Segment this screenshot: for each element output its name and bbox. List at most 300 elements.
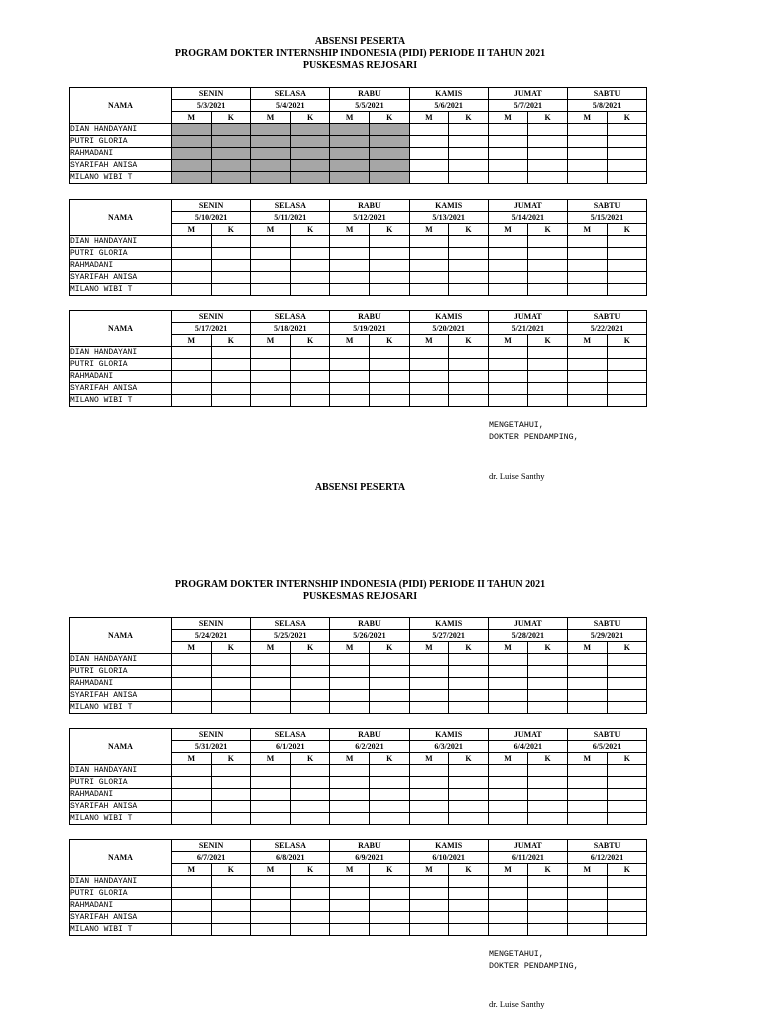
attendance-cell[interactable] [567,765,607,777]
attendance-cell[interactable] [449,347,489,359]
attendance-cell[interactable] [409,236,449,248]
attendance-cell[interactable] [172,777,212,789]
attendance-cell[interactable] [409,666,449,678]
attendance-cell[interactable] [488,124,528,136]
attendance-cell[interactable] [488,912,528,924]
attendance-cell[interactable] [172,801,212,813]
attendance-cell[interactable] [567,148,607,160]
attendance-cell[interactable] [251,395,291,407]
attendance-cell[interactable] [172,789,212,801]
attendance-cell[interactable] [409,371,449,383]
attendance-cell[interactable] [567,654,607,666]
attendance-cell[interactable] [172,347,212,359]
attendance-cell[interactable] [409,395,449,407]
attendance-cell[interactable] [607,172,647,184]
attendance-cell[interactable] [607,813,647,825]
attendance-cell[interactable] [449,124,489,136]
attendance-cell[interactable] [567,789,607,801]
attendance-cell[interactable] [409,801,449,813]
attendance-cell[interactable] [369,272,409,284]
attendance-cell[interactable] [567,136,607,148]
attendance-cell[interactable] [211,383,251,395]
attendance-cell[interactable] [211,666,251,678]
attendance-cell[interactable] [409,789,449,801]
attendance-cell[interactable] [528,690,568,702]
attendance-cell[interactable] [251,371,291,383]
attendance-cell[interactable] [369,765,409,777]
attendance-cell[interactable] [172,654,212,666]
attendance-cell[interactable] [528,284,568,296]
attendance-cell[interactable] [172,924,212,936]
attendance-cell[interactable] [369,371,409,383]
attendance-cell[interactable] [607,383,647,395]
attendance-cell[interactable] [251,690,291,702]
attendance-cell[interactable] [211,654,251,666]
attendance-cell[interactable] [251,777,291,789]
attendance-cell[interactable] [211,347,251,359]
attendance-cell[interactable] [607,888,647,900]
attendance-cell[interactable] [211,371,251,383]
attendance-cell[interactable] [330,395,370,407]
attendance-cell[interactable] [251,801,291,813]
attendance-cell[interactable] [369,813,409,825]
attendance-cell[interactable] [251,678,291,690]
attendance-cell[interactable] [290,654,330,666]
attendance-cell[interactable] [211,284,251,296]
attendance-cell[interactable] [449,765,489,777]
attendance-cell[interactable] [567,260,607,272]
attendance-cell[interactable] [251,654,291,666]
attendance-cell[interactable] [488,678,528,690]
attendance-cell[interactable] [369,260,409,272]
attendance-cell[interactable] [172,690,212,702]
attendance-cell[interactable] [211,777,251,789]
attendance-cell[interactable] [449,654,489,666]
attendance-cell[interactable] [330,765,370,777]
attendance-cell[interactable] [172,666,212,678]
attendance-cell[interactable] [528,924,568,936]
attendance-cell[interactable] [528,912,568,924]
attendance-cell[interactable] [369,284,409,296]
attendance-cell[interactable] [409,260,449,272]
attendance-cell[interactable] [449,359,489,371]
attendance-cell[interactable] [488,272,528,284]
attendance-cell[interactable] [409,702,449,714]
attendance-cell[interactable] [172,912,212,924]
attendance-cell[interactable] [409,654,449,666]
attendance-cell[interactable] [449,260,489,272]
attendance-cell[interactable] [488,888,528,900]
attendance-cell[interactable] [488,702,528,714]
attendance-cell[interactable] [251,359,291,371]
attendance-cell[interactable] [330,347,370,359]
attendance-cell[interactable] [449,813,489,825]
attendance-cell[interactable] [172,236,212,248]
attendance-cell[interactable] [290,789,330,801]
attendance-cell[interactable] [172,678,212,690]
attendance-cell[interactable] [172,260,212,272]
attendance-cell[interactable] [330,371,370,383]
attendance-cell[interactable] [330,777,370,789]
attendance-cell[interactable] [211,395,251,407]
attendance-cell[interactable] [449,383,489,395]
attendance-cell[interactable] [172,900,212,912]
attendance-cell[interactable] [409,813,449,825]
attendance-cell[interactable] [290,900,330,912]
attendance-cell[interactable] [290,666,330,678]
attendance-cell[interactable] [251,789,291,801]
attendance-cell[interactable] [330,912,370,924]
attendance-cell[interactable] [251,272,291,284]
attendance-cell[interactable] [488,248,528,260]
attendance-cell[interactable] [409,272,449,284]
attendance-cell[interactable] [449,924,489,936]
attendance-cell[interactable] [330,666,370,678]
attendance-cell[interactable] [567,900,607,912]
attendance-cell[interactable] [290,395,330,407]
attendance-cell[interactable] [607,248,647,260]
attendance-cell[interactable] [330,248,370,260]
attendance-cell[interactable] [488,383,528,395]
attendance-cell[interactable] [290,248,330,260]
attendance-cell[interactable] [488,284,528,296]
attendance-cell[interactable] [528,666,568,678]
attendance-cell[interactable] [567,383,607,395]
attendance-cell[interactable] [251,383,291,395]
attendance-cell[interactable] [369,888,409,900]
attendance-cell[interactable] [567,912,607,924]
attendance-cell[interactable] [369,666,409,678]
attendance-cell[interactable] [488,690,528,702]
attendance-cell[interactable] [567,172,607,184]
attendance-cell[interactable] [607,148,647,160]
attendance-cell[interactable] [369,900,409,912]
attendance-cell[interactable] [567,813,607,825]
attendance-cell[interactable] [449,160,489,172]
attendance-cell[interactable] [488,924,528,936]
attendance-cell[interactable] [488,371,528,383]
attendance-cell[interactable] [449,702,489,714]
attendance-cell[interactable] [330,272,370,284]
attendance-cell[interactable] [251,260,291,272]
attendance-cell[interactable] [528,813,568,825]
attendance-cell[interactable] [607,801,647,813]
attendance-cell[interactable] [330,789,370,801]
attendance-cell[interactable] [488,395,528,407]
attendance-cell[interactable] [607,371,647,383]
attendance-cell[interactable] [409,888,449,900]
attendance-cell[interactable] [567,876,607,888]
attendance-cell[interactable] [290,260,330,272]
attendance-cell[interactable] [528,801,568,813]
attendance-cell[interactable] [607,789,647,801]
attendance-cell[interactable] [211,702,251,714]
attendance-cell[interactable] [290,777,330,789]
attendance-cell[interactable] [567,888,607,900]
attendance-cell[interactable] [290,888,330,900]
attendance-cell[interactable] [488,777,528,789]
attendance-cell[interactable] [449,912,489,924]
attendance-cell[interactable] [409,900,449,912]
attendance-cell[interactable] [172,702,212,714]
attendance-cell[interactable] [488,900,528,912]
attendance-cell[interactable] [488,654,528,666]
attendance-cell[interactable] [409,876,449,888]
attendance-cell[interactable] [290,383,330,395]
attendance-cell[interactable] [172,248,212,260]
attendance-cell[interactable] [251,765,291,777]
attendance-cell[interactable] [449,888,489,900]
attendance-cell[interactable] [528,702,568,714]
attendance-cell[interactable] [567,801,607,813]
attendance-cell[interactable] [211,359,251,371]
attendance-cell[interactable] [567,690,607,702]
attendance-cell[interactable] [330,888,370,900]
attendance-cell[interactable] [567,924,607,936]
attendance-cell[interactable] [607,160,647,172]
attendance-cell[interactable] [449,136,489,148]
attendance-cell[interactable] [607,654,647,666]
attendance-cell[interactable] [409,912,449,924]
attendance-cell[interactable] [449,678,489,690]
attendance-cell[interactable] [567,160,607,172]
attendance-cell[interactable] [211,789,251,801]
attendance-cell[interactable] [567,272,607,284]
attendance-cell[interactable] [449,900,489,912]
attendance-cell[interactable] [449,371,489,383]
attendance-cell[interactable] [251,702,291,714]
attendance-cell[interactable] [607,678,647,690]
attendance-cell[interactable] [449,777,489,789]
attendance-cell[interactable] [488,347,528,359]
attendance-cell[interactable] [172,371,212,383]
attendance-cell[interactable] [251,666,291,678]
attendance-cell[interactable] [290,813,330,825]
attendance-cell[interactable] [567,777,607,789]
attendance-cell[interactable] [211,678,251,690]
attendance-cell[interactable] [567,666,607,678]
attendance-cell[interactable] [488,666,528,678]
attendance-cell[interactable] [449,272,489,284]
attendance-cell[interactable] [607,136,647,148]
attendance-cell[interactable] [290,359,330,371]
attendance-cell[interactable] [369,924,409,936]
attendance-cell[interactable] [607,347,647,359]
attendance-cell[interactable] [369,236,409,248]
attendance-cell[interactable] [369,912,409,924]
attendance-cell[interactable] [330,924,370,936]
attendance-cell[interactable] [251,347,291,359]
attendance-cell[interactable] [449,666,489,678]
attendance-cell[interactable] [290,678,330,690]
attendance-cell[interactable] [172,765,212,777]
attendance-cell[interactable] [528,236,568,248]
attendance-cell[interactable] [369,359,409,371]
attendance-cell[interactable] [488,160,528,172]
attendance-cell[interactable] [172,876,212,888]
attendance-cell[interactable] [528,888,568,900]
attendance-cell[interactable] [567,284,607,296]
attendance-cell[interactable] [488,260,528,272]
attendance-cell[interactable] [251,813,291,825]
attendance-cell[interactable] [528,347,568,359]
attendance-cell[interactable] [251,876,291,888]
attendance-cell[interactable] [528,172,568,184]
attendance-cell[interactable] [488,765,528,777]
attendance-cell[interactable] [449,876,489,888]
attendance-cell[interactable] [449,148,489,160]
attendance-cell[interactable] [290,924,330,936]
attendance-cell[interactable] [211,272,251,284]
attendance-cell[interactable] [409,690,449,702]
attendance-cell[interactable] [528,260,568,272]
attendance-cell[interactable] [488,136,528,148]
attendance-cell[interactable] [251,900,291,912]
attendance-cell[interactable] [607,690,647,702]
attendance-cell[interactable] [330,359,370,371]
attendance-cell[interactable] [290,284,330,296]
attendance-cell[interactable] [369,383,409,395]
attendance-cell[interactable] [488,801,528,813]
attendance-cell[interactable] [369,248,409,260]
attendance-cell[interactable] [251,284,291,296]
attendance-cell[interactable] [409,777,449,789]
attendance-cell[interactable] [607,876,647,888]
attendance-cell[interactable] [211,900,251,912]
attendance-cell[interactable] [251,924,291,936]
attendance-cell[interactable] [488,172,528,184]
attendance-cell[interactable] [290,876,330,888]
attendance-cell[interactable] [567,371,607,383]
attendance-cell[interactable] [330,900,370,912]
attendance-cell[interactable] [369,801,409,813]
attendance-cell[interactable] [211,236,251,248]
attendance-cell[interactable] [290,801,330,813]
attendance-cell[interactable] [567,359,607,371]
attendance-cell[interactable] [528,678,568,690]
attendance-cell[interactable] [488,148,528,160]
attendance-cell[interactable] [251,236,291,248]
attendance-cell[interactable] [607,924,647,936]
attendance-cell[interactable] [369,395,409,407]
attendance-cell[interactable] [528,124,568,136]
attendance-cell[interactable] [607,900,647,912]
attendance-cell[interactable] [211,690,251,702]
attendance-cell[interactable] [528,136,568,148]
attendance-cell[interactable] [607,777,647,789]
attendance-cell[interactable] [528,383,568,395]
attendance-cell[interactable] [330,690,370,702]
attendance-cell[interactable] [607,236,647,248]
attendance-cell[interactable] [211,765,251,777]
attendance-cell[interactable] [330,801,370,813]
attendance-cell[interactable] [369,347,409,359]
attendance-cell[interactable] [528,371,568,383]
attendance-cell[interactable] [488,359,528,371]
attendance-cell[interactable] [528,160,568,172]
attendance-cell[interactable] [567,248,607,260]
attendance-cell[interactable] [409,678,449,690]
attendance-cell[interactable] [409,124,449,136]
attendance-cell[interactable] [449,236,489,248]
attendance-cell[interactable] [528,395,568,407]
attendance-cell[interactable] [528,654,568,666]
attendance-cell[interactable] [488,813,528,825]
attendance-cell[interactable] [607,272,647,284]
attendance-cell[interactable] [607,124,647,136]
attendance-cell[interactable] [172,272,212,284]
attendance-cell[interactable] [607,912,647,924]
attendance-cell[interactable] [211,801,251,813]
attendance-cell[interactable] [449,395,489,407]
attendance-cell[interactable] [211,813,251,825]
attendance-cell[interactable] [369,876,409,888]
attendance-cell[interactable] [409,359,449,371]
attendance-cell[interactable] [172,383,212,395]
attendance-cell[interactable] [330,236,370,248]
attendance-cell[interactable] [330,813,370,825]
attendance-cell[interactable] [290,702,330,714]
attendance-cell[interactable] [369,777,409,789]
attendance-cell[interactable] [449,801,489,813]
attendance-cell[interactable] [330,284,370,296]
attendance-cell[interactable] [607,666,647,678]
attendance-cell[interactable] [488,876,528,888]
attendance-cell[interactable] [409,248,449,260]
attendance-cell[interactable] [172,359,212,371]
attendance-cell[interactable] [449,172,489,184]
attendance-cell[interactable] [567,347,607,359]
attendance-cell[interactable] [528,900,568,912]
attendance-cell[interactable] [172,813,212,825]
attendance-cell[interactable] [449,248,489,260]
attendance-cell[interactable] [409,284,449,296]
attendance-cell[interactable] [211,924,251,936]
attendance-cell[interactable] [567,678,607,690]
attendance-cell[interactable] [409,160,449,172]
attendance-cell[interactable] [211,888,251,900]
attendance-cell[interactable] [528,876,568,888]
attendance-cell[interactable] [290,272,330,284]
attendance-cell[interactable] [528,777,568,789]
attendance-cell[interactable] [409,765,449,777]
attendance-cell[interactable] [290,347,330,359]
attendance-cell[interactable] [251,912,291,924]
attendance-cell[interactable] [567,395,607,407]
attendance-cell[interactable] [409,148,449,160]
attendance-cell[interactable] [607,284,647,296]
attendance-cell[interactable] [211,912,251,924]
attendance-cell[interactable] [290,371,330,383]
attendance-cell[interactable] [369,702,409,714]
attendance-cell[interactable] [607,395,647,407]
attendance-cell[interactable] [607,702,647,714]
attendance-cell[interactable] [172,888,212,900]
attendance-cell[interactable] [528,789,568,801]
attendance-cell[interactable] [290,690,330,702]
attendance-cell[interactable] [409,347,449,359]
attendance-cell[interactable] [409,172,449,184]
attendance-cell[interactable] [330,383,370,395]
attendance-cell[interactable] [449,690,489,702]
attendance-cell[interactable] [607,359,647,371]
attendance-cell[interactable] [330,876,370,888]
attendance-cell[interactable] [567,124,607,136]
attendance-cell[interactable] [251,888,291,900]
attendance-cell[interactable] [607,260,647,272]
attendance-cell[interactable] [409,383,449,395]
attendance-cell[interactable] [369,654,409,666]
